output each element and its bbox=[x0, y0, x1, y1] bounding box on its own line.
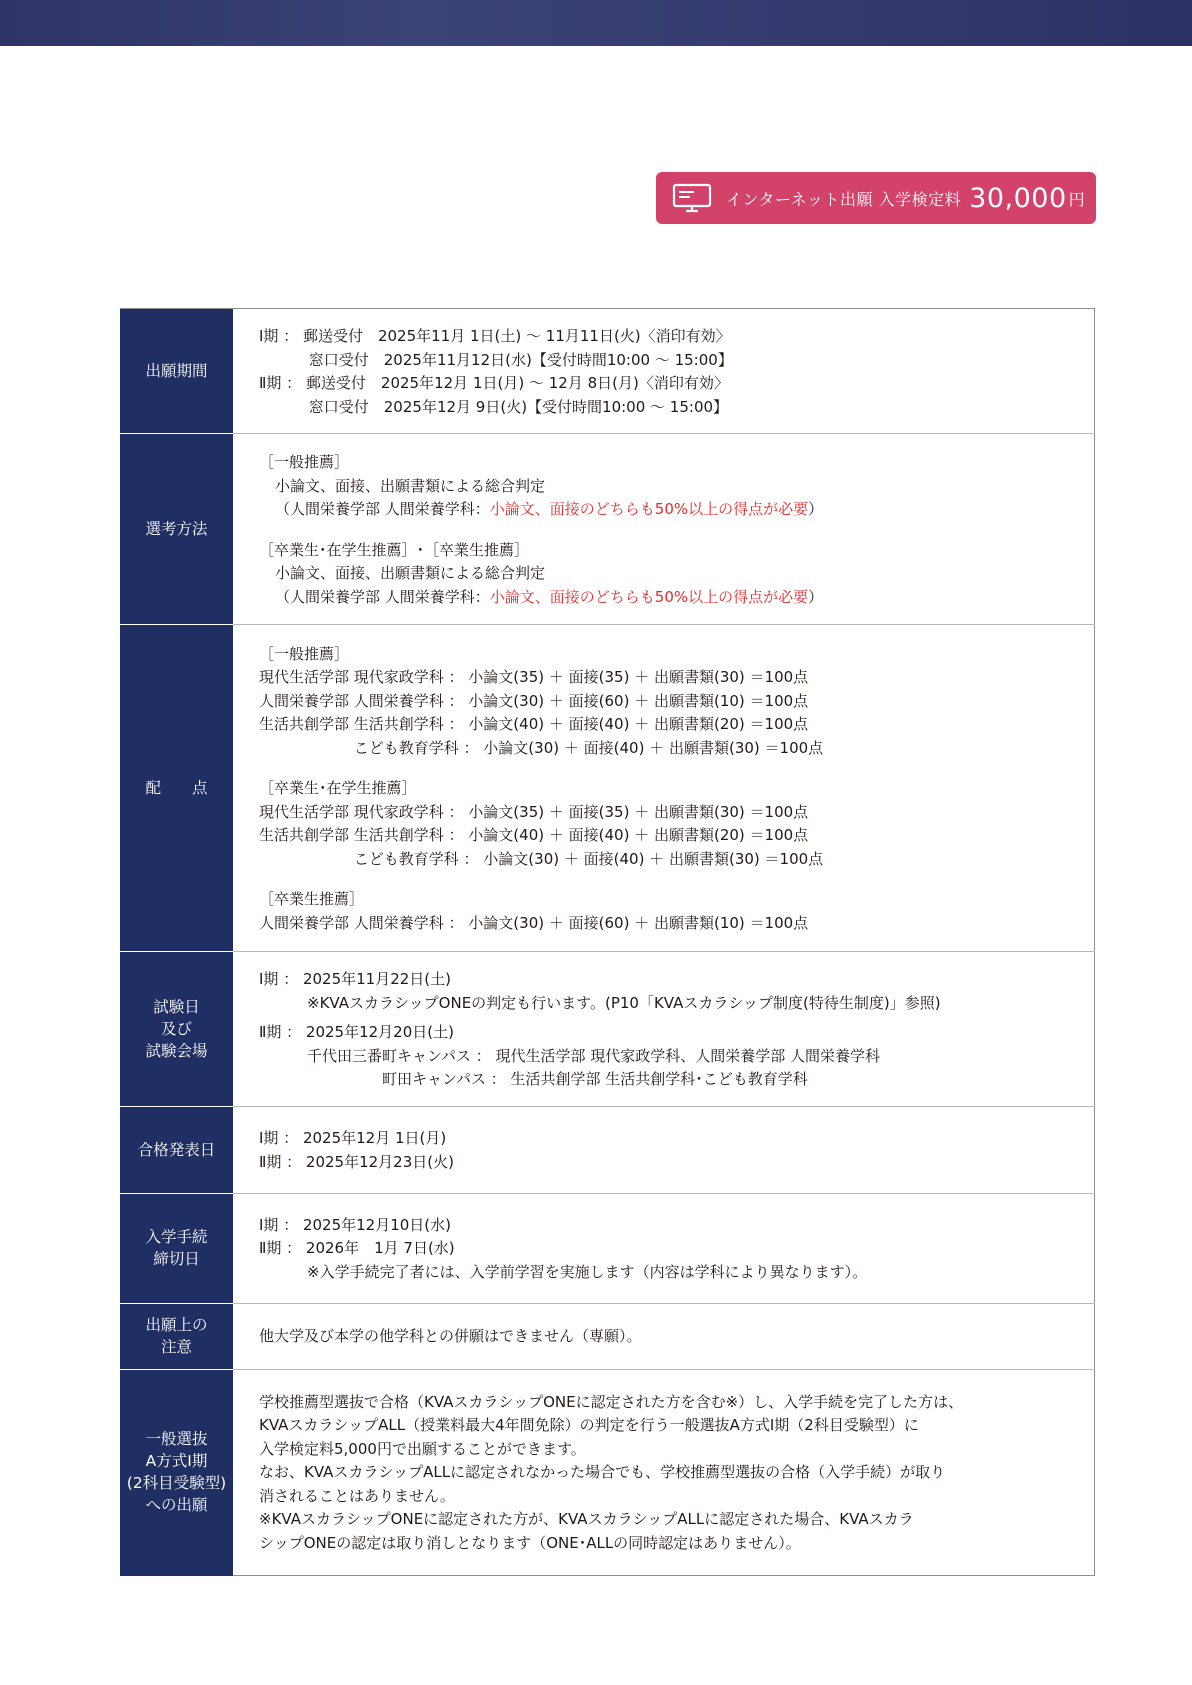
row-exam-date-venue bbox=[120, 952, 1095, 1107]
period-line: 窓口受付 2025年11月12日(水)【受付時間10:00 ～ 15:00】 bbox=[259, 350, 733, 369]
row-heading: 選考方法 bbox=[120, 434, 233, 625]
row-heading bbox=[120, 1193, 233, 1303]
fee-badge bbox=[656, 172, 1096, 224]
row-body bbox=[233, 309, 1095, 434]
heading-line: 試験会場 bbox=[145, 1041, 208, 1060]
general-line: なお、KVAスカラシップALLに認定されなかった場合でも、学校推薦型選抜の合格（入学手続）が取り bbox=[259, 1463, 946, 1482]
score-line: 現代生活学部 現代家政学科 ： 小論文(35) ＋ 面接(35) ＋ 出願書類(30) ＝100点 bbox=[259, 668, 809, 687]
group-title: ［卒業生推薦］ bbox=[259, 890, 365, 909]
score-line: 現代生活学部 現代家政学科 ： 小論文(35) ＋ 面接(35) ＋ 出願書類(30) ＝100点 bbox=[259, 802, 809, 821]
heading-line: 一般選抜 bbox=[145, 1430, 208, 1448]
row-application-period bbox=[120, 309, 1095, 434]
exam-note: ※KVAスカラシップONEの判定も行います。(P10「KVAスカラシップ制度(特待生制度)」参照) bbox=[307, 993, 941, 1012]
note-suffix: ） bbox=[808, 587, 824, 606]
spacer bbox=[259, 522, 1094, 539]
general-line: シップONEの認定は取り消しとなります（ONE･ALLの同時認定はありません）。 bbox=[259, 1533, 801, 1552]
row-scoring bbox=[120, 625, 1095, 952]
venue-line: 町田キャンパス ： 生活共創学部 生活共創学科･こども教育学科 bbox=[307, 1070, 808, 1088]
deadline-line: Ⅱ期 ： 2026年 1月 7日(水) bbox=[259, 1239, 455, 1258]
general-line: 学校推薦型選抜で合格（KVAスカラシップONEに認定された方を含む※）し、入学手続を完了した方は、 bbox=[259, 1392, 964, 1411]
selection-line: 小論文、面接、出願書類による総合判定 bbox=[275, 476, 546, 495]
row-body bbox=[233, 625, 1095, 952]
period-line: Ⅰ期 ： 郵送受付 2025年11月 1日(土) ～ 11月11日(火)〈消印有効〉 bbox=[259, 327, 731, 345]
score-line: 人間栄養学部 人間栄養学科 ： 小論文(30) ＋ 面接(60) ＋ 出願書類(10) ＝100点 bbox=[259, 913, 809, 932]
row-selection-method bbox=[120, 434, 1095, 625]
general-line: 入学検定料5,000円で出願することができます。 bbox=[259, 1439, 586, 1458]
note-emphasis: 小論文、面接のどちらも50%以上の得点が必要 bbox=[489, 500, 809, 518]
row-heading: 合格発表日 bbox=[120, 1106, 233, 1193]
top-banner bbox=[0, 0, 1192, 46]
score-line: 人間栄養学部 人間栄養学科 ： 小論文(30) ＋ 面接(60) ＋ 出願書類(10) ＝100点 bbox=[259, 691, 809, 710]
general-line: KVAスカラシップALL（授業料最大4年間免除）の判定を行う一般選抜A方式Ⅰ期（2科目受験型）に bbox=[259, 1416, 919, 1435]
spacer bbox=[259, 760, 1094, 777]
period-line: 窓口受付 2025年12月 9日(火)【受付時間10:00 ～ 15:00】 bbox=[259, 397, 729, 416]
venue-line: 千代田三番町キャンパス ： 現代生活学部 現代家政学科、人間栄養学部 人間栄養学科 bbox=[307, 1046, 881, 1065]
heading-line: 出願上の bbox=[145, 1316, 208, 1334]
note-prefix: （人間栄養学部 人間栄養学科： bbox=[275, 500, 490, 518]
fee-label: インターネット出願 入学検定料 bbox=[726, 189, 962, 209]
row-general-selection bbox=[120, 1369, 1095, 1575]
heading-line: 入学手続 bbox=[145, 1228, 208, 1246]
heading-line: 注意 bbox=[160, 1338, 192, 1356]
note-suffix: ） bbox=[808, 500, 824, 518]
score-line: こども教育学科 ： 小論文(30) ＋ 面接(40) ＋ 出願書類(30) ＝100点 bbox=[259, 849, 824, 868]
selection-line: 小論文、面接、出願書類による総合判定 bbox=[275, 564, 546, 582]
group-title: ［卒業生･在学生推薦］･［卒業生推薦］ bbox=[259, 540, 530, 559]
computer-monitor-icon bbox=[672, 183, 712, 213]
heading-line: への出願 bbox=[145, 1496, 208, 1514]
group-title: ［卒業生･在学生推薦］ bbox=[259, 779, 417, 798]
score-line: 生活共創学部 生活共創学科 ： 小論文(40) ＋ 面接(40) ＋ 出願書類(20) ＝100点 bbox=[259, 826, 809, 845]
heading-line: 締切日 bbox=[153, 1250, 200, 1268]
row-heading bbox=[120, 1303, 233, 1369]
score-line: こども教育学科 ： 小論文(30) ＋ 面接(40) ＋ 出願書類(30) ＝100点 bbox=[259, 738, 824, 757]
row-application-caution bbox=[120, 1303, 1095, 1369]
spacer bbox=[259, 871, 1094, 888]
exam-period-1: Ⅰ期 ： 2025年11月22日(土) bbox=[259, 970, 452, 988]
result-line: Ⅱ期 ： 2025年12月23日(火) bbox=[259, 1152, 454, 1171]
fee-amount: 30,000 bbox=[969, 182, 1067, 214]
selection-note bbox=[259, 498, 1094, 522]
row-body bbox=[233, 952, 1095, 1107]
row-heading: 配 点 bbox=[120, 625, 233, 952]
row-body bbox=[233, 1193, 1095, 1303]
row-body bbox=[233, 1106, 1095, 1193]
score-line: 生活共創学部 生活共創学科 ： 小論文(40) ＋ 面接(40) ＋ 出願書類(20) ＝100点 bbox=[259, 715, 809, 734]
heading-line: 試験日 bbox=[153, 997, 200, 1016]
deadline-line: Ⅰ期 ： 2025年12月10日(水) bbox=[259, 1215, 452, 1234]
heading-line: 及び bbox=[160, 1019, 192, 1038]
row-body bbox=[233, 1303, 1095, 1369]
general-line: ※KVAスカラシップONEに認定された方が、KVAスカラシップALLに認定された場合、KVAスカラ bbox=[259, 1510, 914, 1529]
enrollment-note: ※入学手続完了者には、入学前学習を実施します（内容は学科により異なります）。 bbox=[307, 1262, 868, 1281]
fee-unit: 円 bbox=[1068, 189, 1085, 209]
caution-text: 他大学及び本学の他学科との併願はできません（専願）。 bbox=[259, 1327, 642, 1346]
exam-period-2: Ⅱ期 ： 2025年12月20日(土) bbox=[259, 1023, 454, 1041]
row-result-date bbox=[120, 1106, 1095, 1193]
admission-info-table bbox=[120, 308, 1095, 1576]
selection-note bbox=[259, 586, 1094, 610]
row-body bbox=[233, 1369, 1095, 1575]
group-title: ［一般推薦］ bbox=[259, 453, 350, 471]
general-line: 消されることはありません。 bbox=[259, 1486, 455, 1505]
group-title: ［一般推薦］ bbox=[259, 644, 350, 663]
row-heading bbox=[120, 1369, 233, 1575]
period-line: Ⅱ期 ： 郵送受付 2025年12月 1日(月) ～ 12月 8日(月)〈消印有効〉 bbox=[259, 374, 729, 392]
note-prefix: （人間栄養学部 人間栄養学科： bbox=[275, 587, 490, 606]
heading-line: A方式Ⅰ期 bbox=[145, 1452, 208, 1470]
row-enrollment-deadline bbox=[120, 1193, 1095, 1303]
note-emphasis: 小論文、面接のどちらも50%以上の得点が必要 bbox=[489, 587, 809, 606]
row-heading bbox=[120, 952, 233, 1107]
row-heading: 出願期間 bbox=[120, 309, 233, 434]
heading-line: (2科目受験型) bbox=[126, 1474, 227, 1492]
row-body bbox=[233, 434, 1095, 625]
result-line: Ⅰ期 ： 2025年12月 1日(月) bbox=[259, 1129, 447, 1147]
